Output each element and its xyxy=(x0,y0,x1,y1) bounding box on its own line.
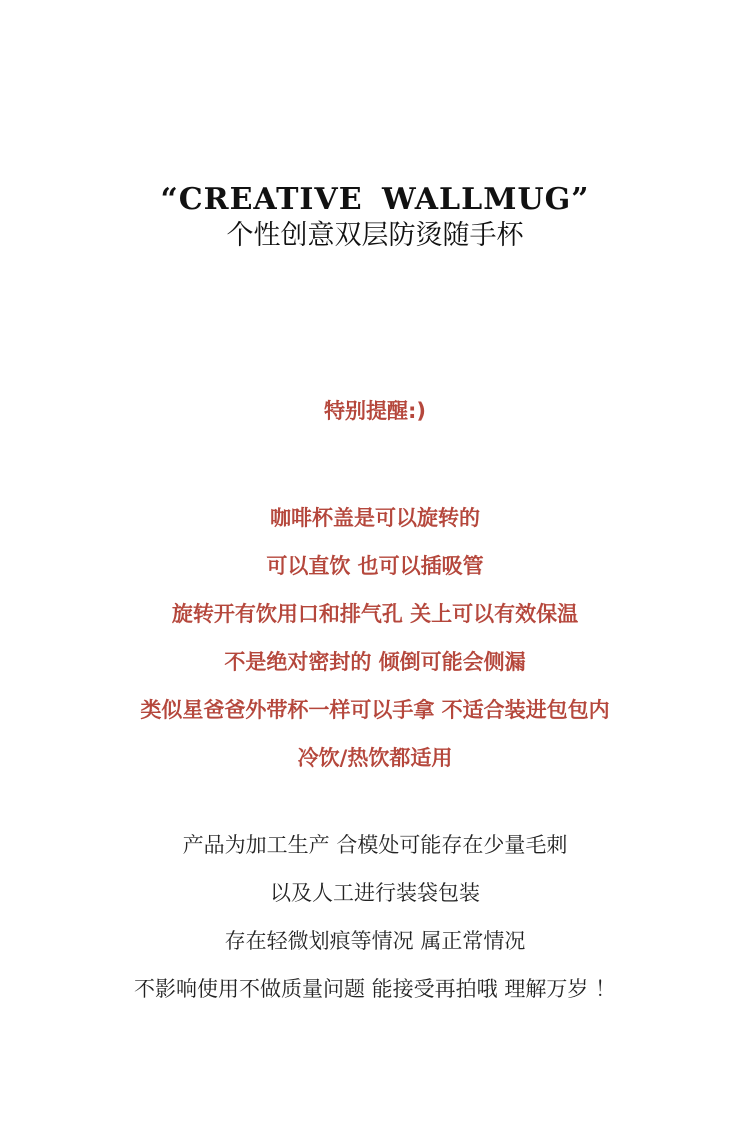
notice-heading: 特别提醒:) xyxy=(324,399,426,423)
disclaimer-line: 不影响使用不做质量问题 能接受再拍哦 理解万岁 ！ xyxy=(133,977,617,1001)
special-notice xyxy=(0,396,750,782)
notice-line: 旋转开有饮用口和排气孔 关上可以有效保温 xyxy=(171,602,579,626)
notice-line: 不是绝对密封的 倾倒可能会侧漏 xyxy=(224,650,526,674)
product-title-chinese: 个性创意双层防烫随手杯 xyxy=(226,220,524,251)
disclaimer-line: 存在轻微划痕等情况 属正常情况 xyxy=(224,929,526,953)
product-disclaimer xyxy=(0,821,750,1013)
product-title-english: “CREATIVE WALLMUG” xyxy=(160,182,590,217)
notice-line: 冷饮/热饮都适用 xyxy=(297,746,453,770)
disclaimer-line: 以及人工进行装袋包装 xyxy=(270,881,480,905)
notice-line: 咖啡杯盖是可以旋转的 xyxy=(270,506,480,530)
notice-line: 类似星爸爸外带杯一样可以手拿 不适合装进包包内 xyxy=(140,698,610,722)
notice-list xyxy=(0,494,750,782)
product-header xyxy=(0,182,750,252)
notice-line: 可以直饮 也可以插吸管 xyxy=(266,554,484,578)
disclaimer-line: 产品为加工生产 合模处可能存在少量毛刺 xyxy=(182,833,568,857)
